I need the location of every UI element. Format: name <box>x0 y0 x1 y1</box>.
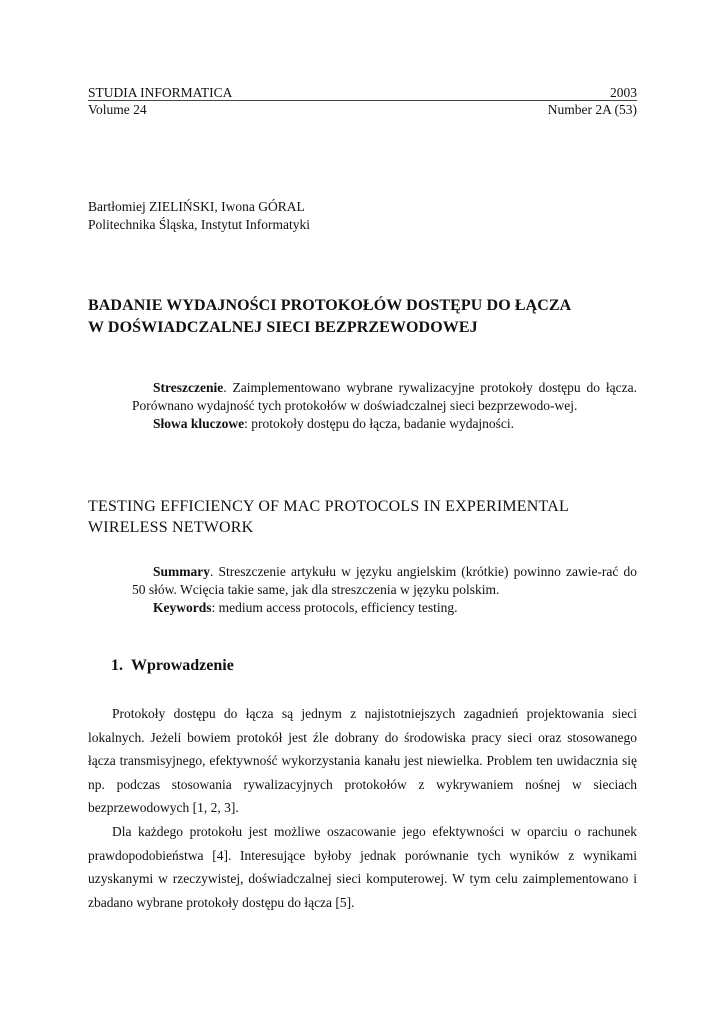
title-english <box>88 496 648 538</box>
section-heading <box>111 657 234 675</box>
journal-number: Number 2A (53) <box>547 102 637 117</box>
title-polish <box>88 295 648 339</box>
abstract-polish-body: . Zaimplementowano wybrane rywalizacyjne protokoły dostępu do łącza. Porównano wydajność tych protokołów w doświadczalnej sieci bezprzewodo-wej. <box>132 380 637 413</box>
title-polish-line-2: W DOŚWIADCZALNEJ SIECI BEZPRZEWODOWEJ <box>88 319 478 336</box>
keywords-english-label: Keywords <box>153 600 212 615</box>
title-english-line-2: WIRELESS NETWORK <box>88 519 254 536</box>
abstract-english-label: Summary <box>153 564 210 579</box>
abstract-english-text <box>132 563 637 599</box>
author-names: Bartłomiej ZIELIŃSKI, Iwona GÓRAL <box>88 199 305 214</box>
section-number: 1. <box>111 657 123 674</box>
journal-name: STUDIA INFORMATICA <box>88 85 233 100</box>
journal-year: 2003 <box>610 85 637 100</box>
abstract-polish <box>132 379 637 433</box>
keywords-polish-label: Słowa kluczowe <box>153 416 245 431</box>
abstract-english <box>132 563 637 617</box>
abstract-polish-text <box>132 379 637 415</box>
keywords-polish-body: : protokoły dostępu do łącza, badanie wydajności. <box>244 416 515 431</box>
paragraph: Dla każdego protokołu jest możliwe oszacowanie jego efektywności w oparciu o rachunek prawdopodobieństwa [4]. Interesujące byłoby jednak porównanie tych wyników z wynikami uzyskanymi w rzeczywistej, doświadczalnej sieci komputerowej. W tym celu zaimplementowano i zbadano wybrane protokoły dostępu do łącza [5]. <box>88 823 637 910</box>
author-affiliation: Politechnika Śląska, Instytut Informatyki <box>88 217 310 232</box>
section-title: Wprowadzenie <box>131 657 234 674</box>
keywords-english <box>132 599 637 617</box>
abstract-polish-label: Streszczenie <box>153 380 224 395</box>
abstract-english-body: . Streszczenie artykułu w języku angielskim (krótkie) powinno zawie-rać do 50 słów. Wcięcia takie same, jak dla streszczenia w języku polskim. <box>132 564 637 597</box>
title-polish-line-1: BADANIE WYDAJNOŚCI PROTOKOŁÓW DOSTĘPU DO ŁĄCZA <box>88 297 572 314</box>
paragraph: Protokoły dostępu do łącza są jednym z najistotniejszych zagadnień projektowania sieci lokalnych. Jeżeli bowiem protokół jest źle dobrany do środowiska pracy sieci oraz stosowanego łącza transmisyjnego, efektywność wykorzystania kanału jest niewielka. Problem ten uwidacznia się np. podczas stosowania rywalizacyjnych protokołów z wykrywaniem nośnej w sieciach bezprzewodowych [1, 2, 3]. <box>88 706 637 816</box>
title-english-line-1: TESTING EFFICIENCY OF MAC PROTOCOLS IN EXPERIMENTAL <box>88 498 569 515</box>
journal-volume: Volume 24 <box>88 102 147 117</box>
keywords-english-body: : medium access protocols, efficiency testing. <box>211 600 458 615</box>
body-text <box>88 702 637 914</box>
keywords-polish <box>132 415 637 433</box>
